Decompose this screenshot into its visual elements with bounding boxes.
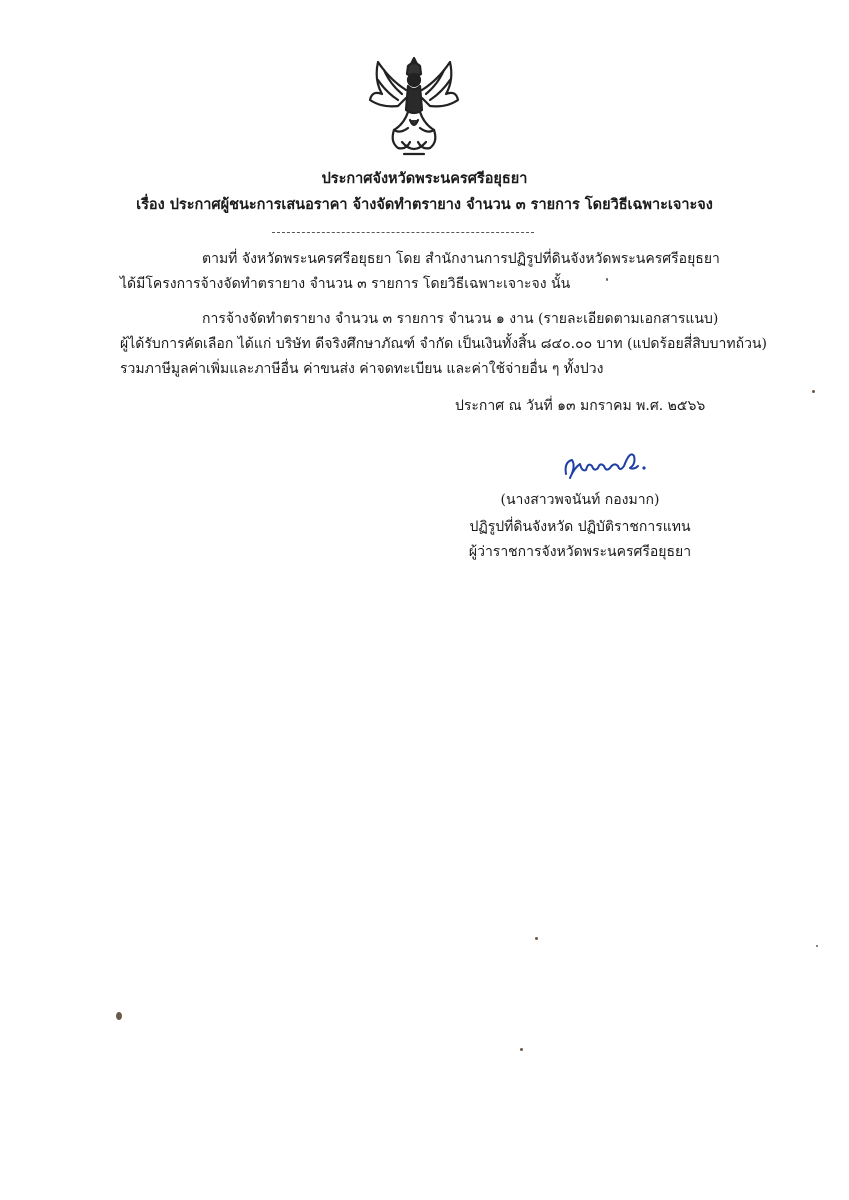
paragraph1-line1: ตามที่ จังหวัดพระนครศรีอยุธยา โดย สำนักงานการปฏิรูปที่ดินจังหวัดพระนครศรีอยุธยา (202, 251, 720, 267)
paragraph2-line1: การจ้างจัดทำตรายาง จำนวน ๓ รายการ จำนวน ๑ งาน (รายละเอียดตามเอกสารแนบ) (202, 311, 719, 327)
paragraph2-line2: ผู้ได้รับการคัดเลือก ได้แก่ บริษัท ดีจริงศึกษาภัณฑ์ จำกัด เป็นเงินทั้งสิ้น ๘๔๐.๐๐ บาท (แปดร้อยสี่สิบบาทถ้วน) (120, 336, 767, 352)
scan-speck (812, 390, 815, 393)
signatory-on-behalf-of: ผู้ว่าราชการจังหวัดพระนครศรีอยุธยา (468, 544, 692, 560)
scan-speck (816, 945, 818, 947)
scan-speck (535, 937, 538, 940)
scan-speck (606, 278, 608, 281)
signatory-position: ปฏิรูปที่ดินจังหวัด ปฏิบัติราชการแทน (469, 519, 691, 535)
announcement-date: ประกาศ ณ วันที่ ๑๓ มกราคม พ.ศ. ๒๕๖๖ (455, 398, 706, 414)
handwritten-signature (560, 444, 650, 484)
title-divider (272, 232, 534, 233)
document-subject: เรื่อง ประกาศผู้ชนะการเสนอราคา จ้างจัดทำตรายาง จำนวน ๓ รายการ โดยวิธีเฉพาะเจาะจง (136, 196, 713, 213)
signatory-name: (นางสาวพจนันท์ กองมาก) (500, 492, 660, 508)
garuda-emblem-icon (364, 50, 464, 160)
scan-speck (520, 1048, 523, 1051)
paragraph2-line3: รวมภาษีมูลค่าเพิ่มและภาษีอื่น ค่าขนส่ง ค่าจดทะเบียน และค่าใช้จ่ายอื่น ๆ ทั้งปวง (120, 361, 604, 377)
scan-speck (116, 1012, 122, 1020)
paragraph1-line2: ได้มีโครงการจ้างจัดทำตรายาง จำนวน ๓ รายการ โดยวิธีเฉพาะเจาะจง นั้น (120, 276, 571, 292)
document-title: ประกาศจังหวัดพระนครศรีอยุธยา (321, 170, 528, 187)
